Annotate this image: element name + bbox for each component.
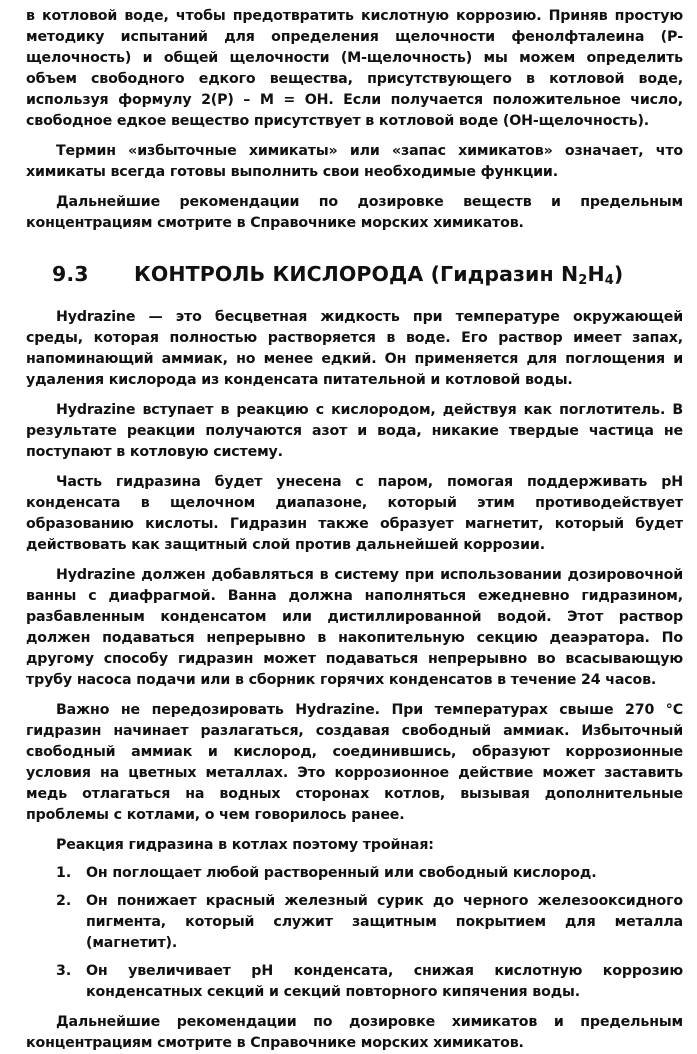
list-item-number: 1. xyxy=(56,865,72,881)
list-item xyxy=(26,863,683,884)
formula-sub-n: 2 xyxy=(578,273,588,288)
paragraph-hydrazine-reaction: Hydrazine вступает в реакцию с кислородом, действуя как поглотитель. В результате реакции получаются азот и вода, никакие твердые частица не поступают в котловую систему. xyxy=(26,402,683,460)
section-number: 9.3 xyxy=(52,262,89,286)
paragraph-hydrazine-dosing: Hydrazine должен добавляться в систему при использовании дозировочной ванны с диафрагмой. Ванна должна наполняться ежедневно гидразином, разбавленным конденсатом или дистиллированной водой. Этот раствор должен подаваться непрерывно в накопительную секцию деаэратора. По другому способу гидразин может подаваться непрерывно во всасывающую трубу насоса подачи или в сборник горячих конденсатов в течение 24 часов. xyxy=(26,567,683,688)
list-item-number: 2. xyxy=(56,893,72,909)
paragraph-recommendations: Дальнейшие рекомендации по дозировке веществ и предельным концентрациям смотрите в Справочнике морских химикатов. xyxy=(26,194,683,231)
section-title-close: ) xyxy=(613,262,624,286)
formula-sub-h: 4 xyxy=(604,273,614,288)
paragraph-hydrazine-description: Hydrazine — это бесцветная жидкость при температуре окружающей среды, которая полностью растворяется в воде. Его раствор имеет запах, напоминающий аммиак, но менее едкий. Он применяется для поглощения и удаления кислорода из конденсата питательной и котловой воды. xyxy=(26,309,683,388)
paragraph-hydrazine-steam: Часть гидразина будет унесена с паром, помогая поддерживать рН конденсата в щелочном диапазоне, который этим противодействует образованию кислоты. Гидразин также образует магнетит, который будет действовать как защитный слой против дальнейшей коррозии. xyxy=(26,474,683,553)
list-item-text: Он понижает красный железный сурик до черного железооксидного пигмента, который служит защитным покрытием для металла (магнетит). xyxy=(86,893,683,951)
list-item-text: Он поглощает любой растворенный или свободный кислород. xyxy=(86,865,597,881)
list-item xyxy=(26,891,683,954)
paragraph-hydrazine-overdose: Важно не передозировать Hydrazine. При температурах свыше 270 °С гидразин начинает разлагаться, создавая свободный аммиак. Избыточный свободный аммиак и кислород, соединившись, образуют коррозионные условия на цветных металлах. Это коррозионное действие может заставить медь отлагаться на водных сторонах котлов, вызывая дополнительные проблемы с котлами, о чем говорилось ранее. xyxy=(26,702,683,823)
section-title: КОНТРОЛЬ КИСЛОРОДА (Гидразин N xyxy=(134,262,579,286)
list-item xyxy=(26,961,683,1003)
list-item-text: Он увеличивает рН конденсата, снижая кислотную коррозию конденсатных секций и секций повторного кипячения воды. xyxy=(86,963,683,1000)
reaction-list xyxy=(26,863,683,1003)
paragraph-continued: в котловой воде, чтобы предотвратить кислотную коррозию. Приняв простую методику испытаний для определения щелочности фенолфталеина (Р-щелочность) и общей щелочности (М-щелочность) мы можем определить объем свободного едкого вещества, присутствующего в котловой воде, используя формулу 2(Р) – М = ОН. Если получается положительное число, свободное едкое вещество присутствует в котловой воде (ОН-щелочность). xyxy=(26,8,683,129)
section-heading xyxy=(52,260,683,295)
paragraph-final-recommendations: Дальнейшие рекомендации по дозировке химикатов и предельным концентрациям смотрите в Справочнике морских химикатов. xyxy=(26,1014,683,1051)
formula-h: H xyxy=(587,262,605,286)
paragraph-excess-chemicals: Термин «избыточные химикаты» или «запас химикатов» означает, что химикаты всегда готовы выполнить свои необходимые функции. xyxy=(26,143,683,180)
list-intro: Реакция гидразина в котлах поэтому тройная: xyxy=(56,837,434,853)
list-item-number: 3. xyxy=(56,963,72,979)
